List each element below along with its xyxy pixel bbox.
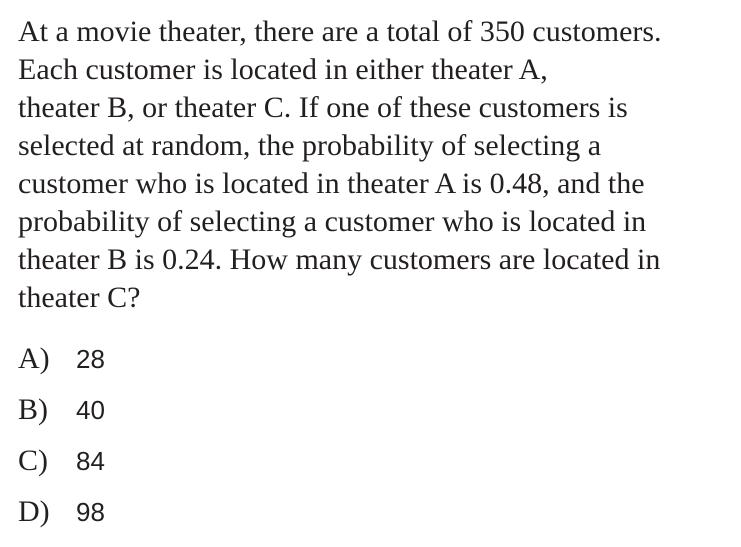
question-text — [18, 13, 738, 317]
choice-letter: C) — [18, 444, 48, 477]
answer-choices — [18, 340, 105, 544]
choice-letter: B) — [18, 393, 48, 426]
question-line: theater B, or theater C. If one of these customers is — [18, 91, 628, 124]
choice-value: 28 — [76, 344, 105, 374]
answer-choice-c[interactable] — [18, 442, 105, 480]
choice-letter: D) — [18, 495, 50, 528]
question-line: At a movie theater, there are a total of 350 customers. — [18, 15, 662, 48]
answer-choice-d[interactable] — [18, 493, 105, 531]
answer-choice-b[interactable] — [18, 391, 105, 429]
choice-value: 98 — [76, 497, 105, 527]
question-line: Each customer is located in either theater A, — [18, 53, 548, 86]
question-line: probability of selecting a customer who is located in — [18, 205, 647, 238]
answer-choice-a[interactable] — [18, 340, 105, 378]
choice-letter: A) — [18, 342, 50, 375]
question-line: theater C? — [18, 281, 141, 314]
question-line: theater B is 0.24. How many customers are located in — [18, 243, 661, 276]
choice-value: 84 — [76, 446, 105, 476]
question-line: selected at random, the probability of selecting a — [18, 129, 602, 162]
choice-value: 40 — [76, 395, 105, 425]
question-line: customer who is located in theater A is 0.48, and the — [18, 167, 645, 200]
